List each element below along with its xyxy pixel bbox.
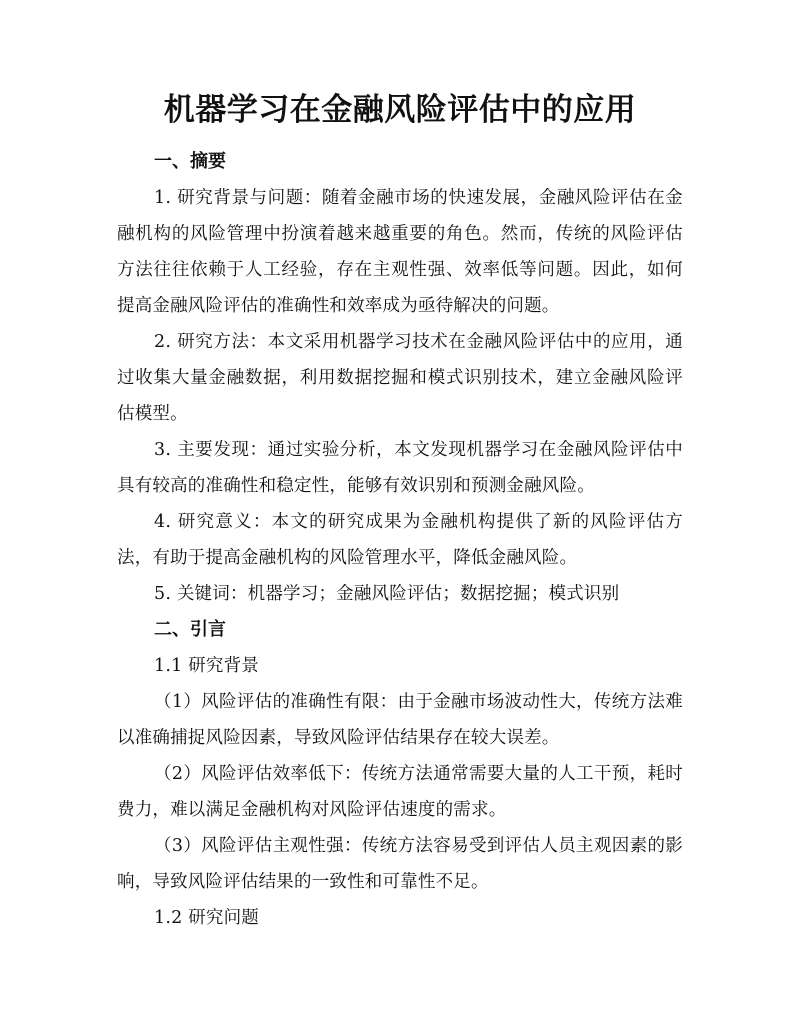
abstract-keywords: 5. 关键词：机器学习；金融风险评估；数据挖掘；模式识别: [154, 584, 620, 604]
section-heading-introduction: 二、引言: [154, 619, 226, 640]
background-item-3: （3）风险评估主观性强：传统方法容易受到评估人员主观因素的影响，导致风险评估结果的一致性和可靠性不足。: [117, 836, 683, 892]
background-item-1: （1）风险评估的准确性有限：由于金融市场波动性大，传统方法难以准确捕捉风险因素，导致风险评估结果存在较大误差。: [117, 692, 683, 748]
background-item-2: （2）风险评估效率低下：传统方法通常需要大量的人工干预，耗时费力，难以满足金融机构对风险评估速度的需求。: [117, 764, 683, 820]
document-body: [117, 144, 683, 936]
subsection-heading-research-background: 1.1 研究背景: [154, 656, 259, 676]
abstract-item-2: 2. 研究方法：本文采用机器学习技术在金融风险评估中的应用，通过收集大量金融数据，利用数据挖掘和模式识别技术，建立金融风险评估模型。: [117, 332, 683, 424]
abstract-item-1: 1. 研究背景与问题：随着金融市场的快速发展，金融风险评估在金融机构的风险管理中扮演着越来越重要的角色。然而，传统的风险评估方法往往依赖于人工经验，存在主观性强、效率低等问题。因此，如何提高金融风险评估的准确性和效率成为亟待解决的问题。: [117, 188, 683, 316]
abstract-item-3: 3. 主要发现：通过实验分析，本文发现机器学习在金融风险评估中具有较高的准确性和稳定性，能够有效识别和预测金融风险。: [117, 440, 683, 496]
subsection-heading-research-question: 1.2 研究问题: [154, 908, 259, 928]
section-heading-abstract: 一、摘要: [154, 151, 226, 172]
abstract-item-4: 4. 研究意义：本文的研究成果为金融机构提供了新的风险评估方法，有助于提高金融机构的风险管理水平，降低金融风险。: [117, 512, 683, 568]
document-title: 机器学习在金融风险评估中的应用: [163, 92, 637, 128]
